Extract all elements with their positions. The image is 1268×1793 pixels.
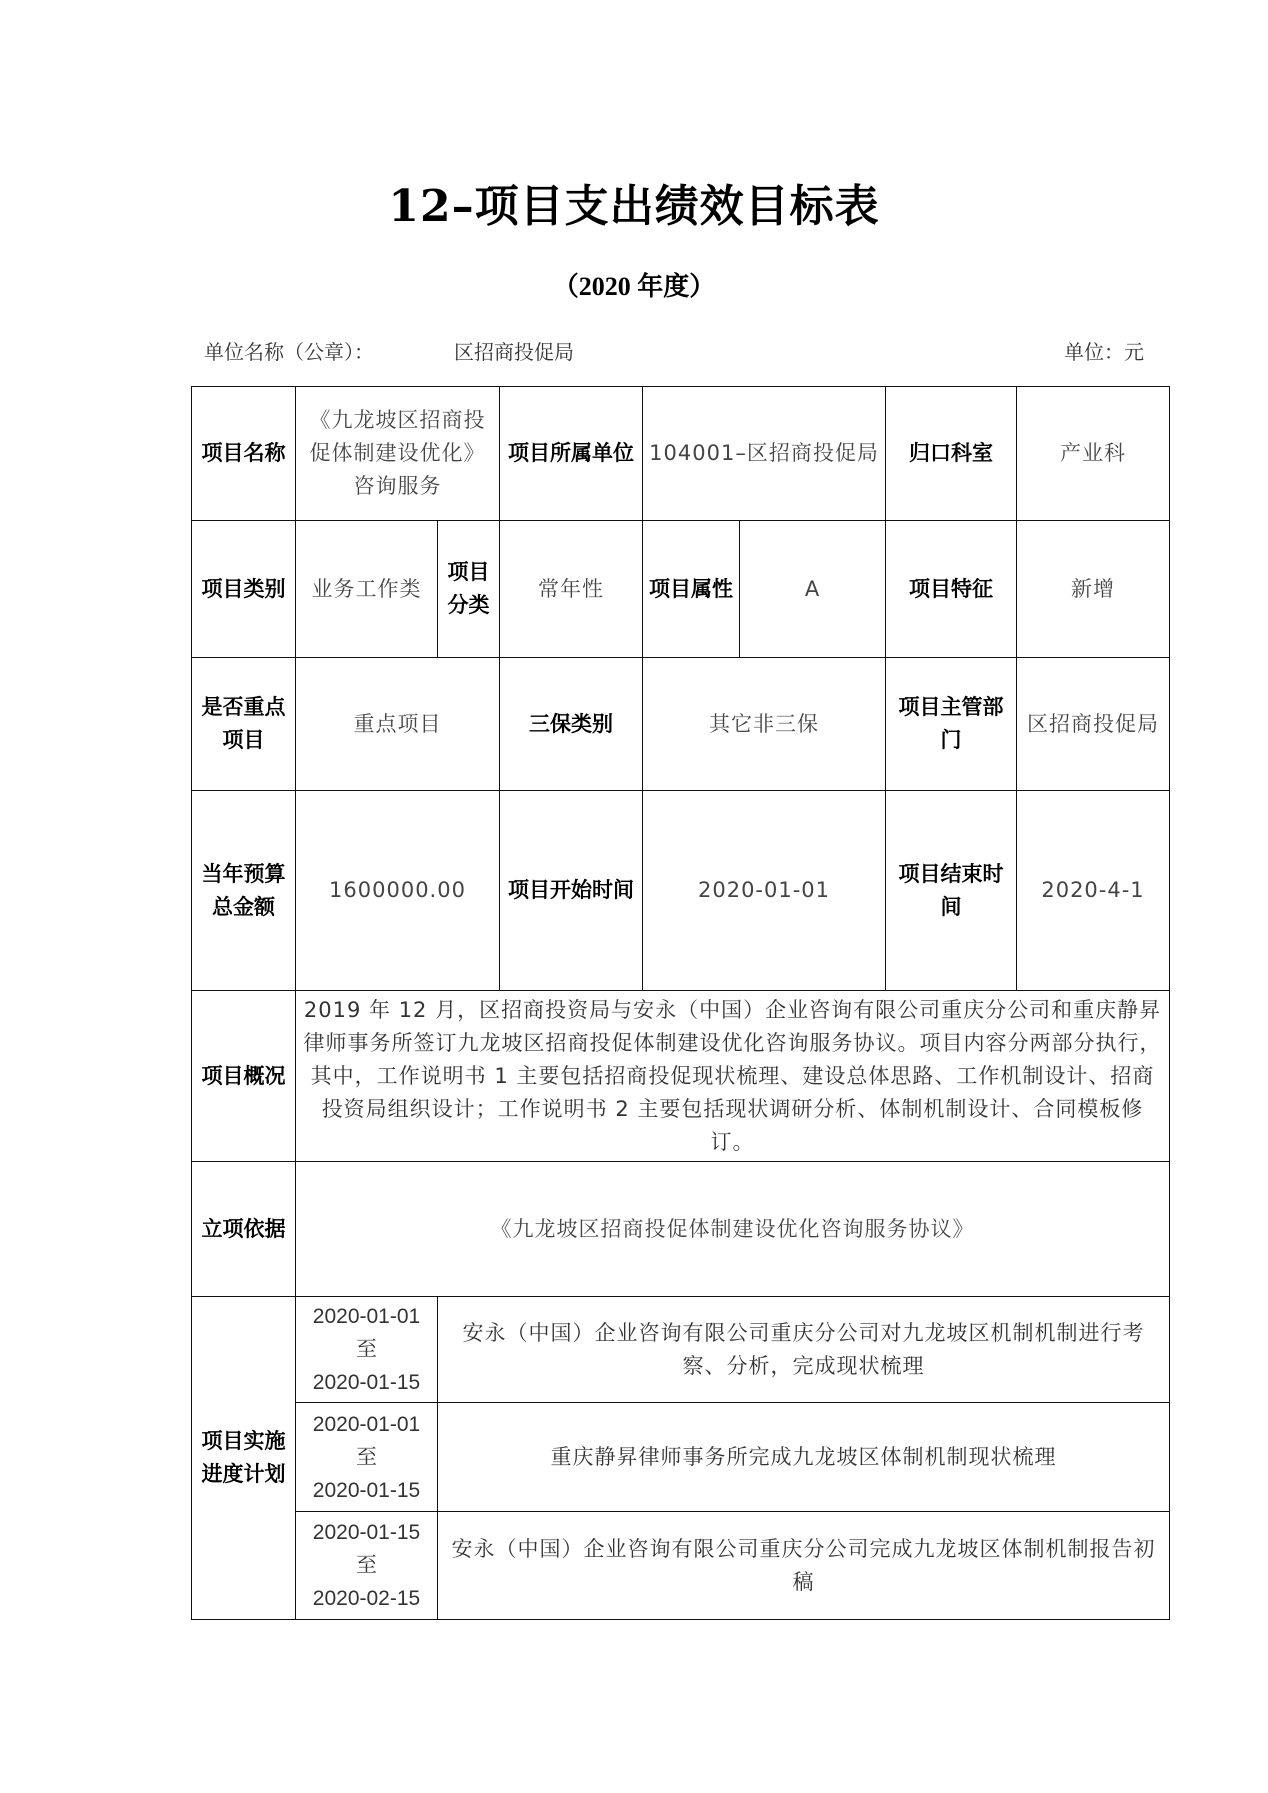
project-name-label: 项目名称 [192, 387, 296, 521]
basis-text: 《九龙坡区招商投促体制建设优化咨询服务协议》 [296, 1162, 1170, 1297]
org-value: 区招商投促局 [454, 340, 574, 364]
supervisor-value: 区招商投促局 [1017, 658, 1170, 791]
start-time-value: 2020-01-01 [643, 791, 886, 991]
plan-row [192, 1403, 1170, 1512]
budget-label: 当年预算总金额 [192, 791, 296, 991]
plan-row [192, 1297, 1170, 1403]
plan-date-range [296, 1297, 438, 1403]
feature-label: 项目特征 [886, 521, 1017, 658]
attribute-value: A [740, 521, 886, 658]
sanbao-label: 三保类别 [500, 658, 643, 791]
budget-value: 1600000.00 [296, 791, 500, 991]
page-title: 12–项目支出绩效目标表 [388, 181, 880, 232]
plan-end-date: 2020-01-15 [312, 1371, 421, 1394]
currency-unit: 单位：元 [1064, 340, 1144, 364]
overview-label: 项目概况 [192, 991, 296, 1162]
unit-info-line [204, 336, 1144, 366]
org-label: 单位名称（公章）： [204, 340, 374, 364]
plan-description: 重庆静昇律师事务所完成九龙坡区体制机制现状梳理 [438, 1403, 1170, 1512]
attribute-label: 项目属性 [643, 521, 740, 658]
plan-end-date: 2020-02-15 [312, 1587, 421, 1610]
plan-start-date: 2020-01-15 [312, 1521, 421, 1544]
plan-description: 安永（中国）企业咨询有限公司重庆分公司完成九龙坡区体制机制报告初稿 [438, 1512, 1170, 1620]
supervisor-label: 项目主管部门 [886, 658, 1017, 791]
page-subtitle: （2020 年度） [552, 272, 716, 301]
feature-value: 新增 [1017, 521, 1170, 658]
end-time-value: 2020-4-1 [1017, 791, 1170, 991]
row-project-name [192, 387, 1170, 521]
sanbao-value: 其它非三保 [643, 658, 886, 791]
dept-label: 归口科室 [886, 387, 1017, 521]
dept-value: 产业科 [1017, 387, 1170, 521]
plan-to: 至 [356, 1554, 377, 1577]
plan-start-date: 2020-01-01 [312, 1412, 421, 1436]
end-time-label: 项目结束时间 [886, 791, 1017, 991]
classification-label: 项目分类 [438, 521, 500, 658]
row-key-project [192, 658, 1170, 791]
project-name-value: 《九龙坡区招商投促体制建设优化》咨询服务 [296, 387, 500, 521]
row-overview [192, 991, 1170, 1162]
plan-to: 至 [356, 1338, 377, 1361]
basis-label: 立项依据 [192, 1162, 296, 1297]
category-label: 项目类别 [192, 521, 296, 658]
start-time-label: 项目开始时间 [500, 791, 643, 991]
row-project-category [192, 521, 1170, 658]
belong-unit-label: 项目所属单位 [500, 387, 643, 521]
category-value: 业务工作类 [296, 521, 438, 658]
plan-description: 安永（中国）企业咨询有限公司重庆分公司对九龙坡区机制机制进行考察、分析，完成现状梳理 [438, 1297, 1170, 1403]
key-project-value: 重点项目 [296, 658, 500, 791]
plan-start-date: 2020-01-01 [312, 1305, 421, 1328]
plan-to: 至 [356, 1445, 377, 1469]
plan-row [192, 1512, 1170, 1620]
performance-target-table [191, 386, 1170, 1620]
plan-end-date: 2020-01-15 [312, 1478, 421, 1502]
row-basis [192, 1162, 1170, 1297]
plan-date-range [296, 1403, 438, 1512]
plan-label: 项目实施进度计划 [192, 1297, 296, 1620]
classification-value: 常年性 [500, 521, 643, 658]
overview-text: 2019 年 12 月，区招商投资局与安永（中国）企业咨询有限公司重庆分公司和重庆静昇律师事务所签订九龙坡区招商投促体制建设优化咨询服务协议。项目内容分两部分执行，其中，工作说明书 1 主要包括招商投促现状梳理、建设总体思路、工作机制设计、招商投资局组织设计；工作说明书 2 主要包括现状调研分析、体制机制设计、合同模板修订。 [296, 991, 1170, 1162]
plan-date-range [296, 1512, 438, 1620]
key-project-label: 是否重点项目 [192, 658, 296, 791]
row-budget [192, 791, 1170, 991]
belong-unit-value: 104001–区招商投促局 [643, 387, 886, 521]
